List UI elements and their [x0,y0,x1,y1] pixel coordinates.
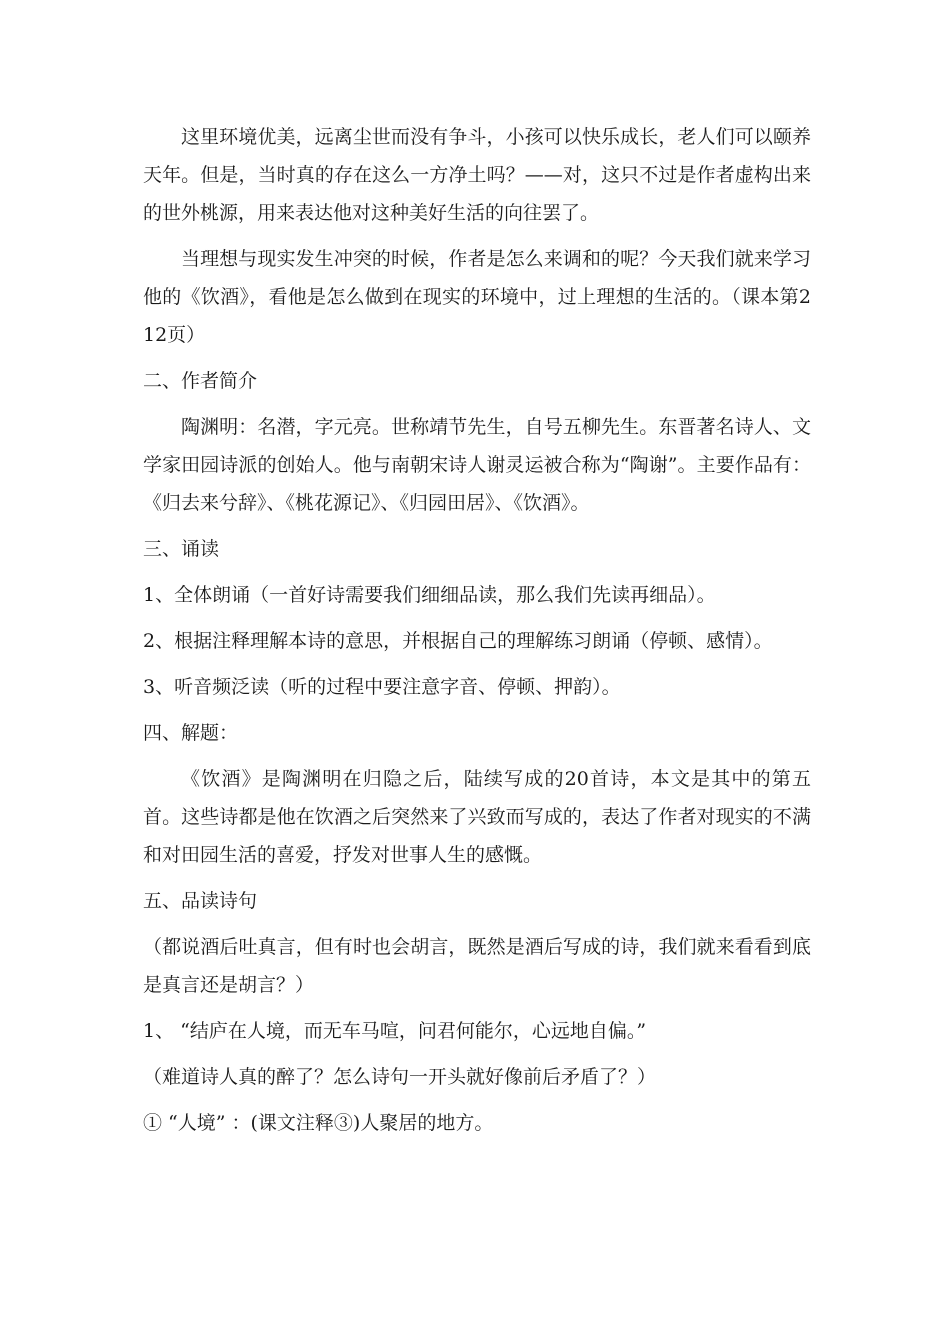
section-heading-recite: 三、诵读 [143,538,220,560]
paragraph-question: （难道诗人真的醉了？怎么诗句一开头就好像前后矛盾了？） [143,1066,657,1088]
paragraph-title-explanation: 《饮酒》是陶渊明在归隐之后，陆续写成的20首诗，本文是其中的第五首。这些诗都是他在饮酒之后突然来了兴致而写成的，表达了作者对现实的不满和对田园生活的喜爱，抒发对世事人生的感慨。 [143,768,811,866]
paragraph-author-bio: 陶渊明：名潜，字元亮。世称靖节先生，自号五柳先生。东晋著名诗人、文学家田园诗派的创始人。他与南朝宋诗人谢灵运被合称为“陶谢”。主要作品有：《归去来兮辞》、《桃花源记》、《归园田居》、《饮酒》。 [143,416,811,514]
list-item-recite-3: 3、听音频泛读（听的过程中要注意字音、停顿、押韵）。 [143,676,621,698]
paragraph-analysis-note: （都说酒后吐真言，但有时也会胡言，既然是酒后写成的诗，我们就来看看到底是真言还是胡言？） [143,936,811,996]
section-heading-analysis: 五、品读诗句 [143,890,258,912]
section-heading-title-explain: 四、解题： [143,722,239,744]
section-heading-author: 二、作者简介 [143,370,258,392]
paragraph-lesson-intro: 当理想与现实发生冲突的时候，作者是怎么来调和的呢？今天我们就来学习他的《饮酒》，看他是怎么做到在现实的环境中，过上理想的生活的。（课本第212页） [143,248,811,346]
document-page [143,118,811,1150]
list-item-annotation-1: ① “人境” ：(课文注释③)人聚居的地方。 [143,1112,494,1134]
list-item-poem-line-1: 1、 “结庐在人境，而无车马喧，问君何能尔，心远地自偏。” [143,1020,647,1042]
paragraph-peach-blossom-land: 这里环境优美，远离尘世而没有争斗，小孩可以快乐成长，老人们可以颐养天年。但是，当时真的存在这么一方净土吗？——对，这只不过是作者虚构出来的世外桃源，用来表达他对这种美好生活的向往罢了。 [143,126,811,224]
list-item-recite-2: 2、根据注释理解本诗的意思，并根据自己的理解练习朗诵（停顿、感情）。 [143,630,773,652]
list-item-recite-1: 1、全体朗诵（一首好诗需要我们细细品读，那么我们先读再细品）。 [143,584,716,606]
